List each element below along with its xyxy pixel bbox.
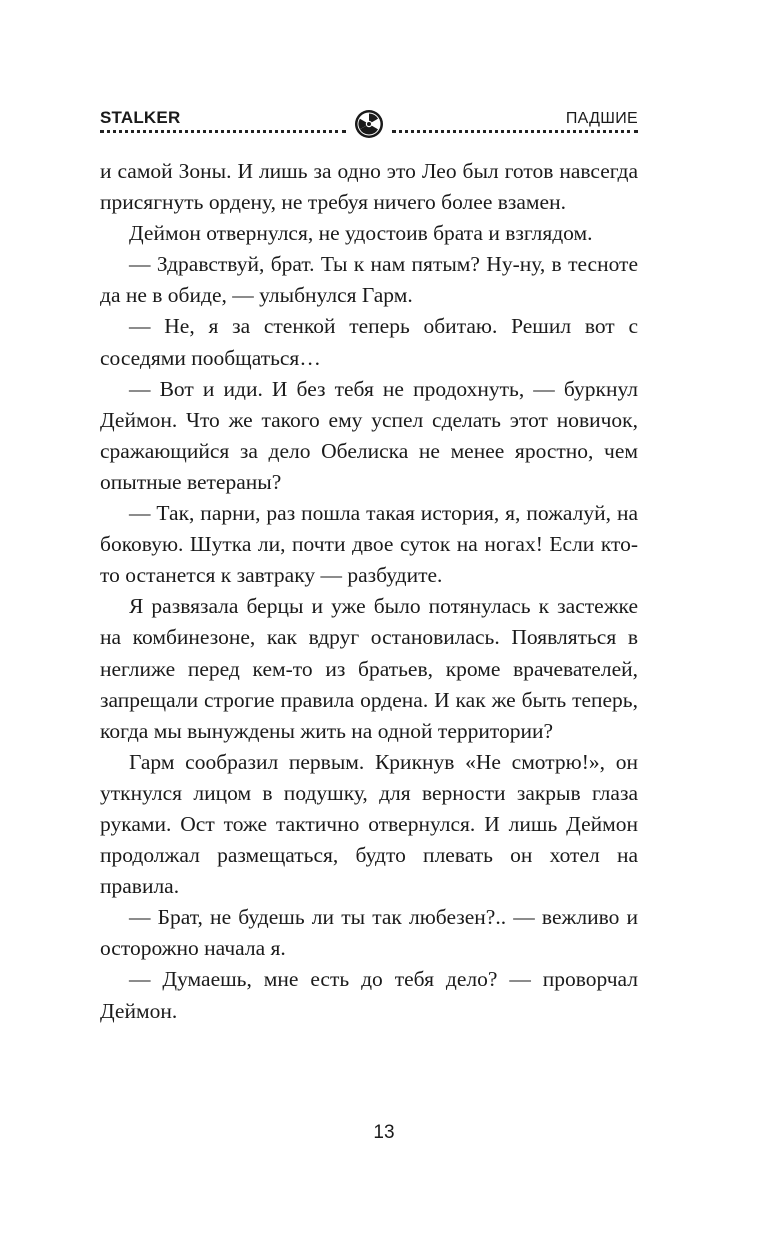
paragraph-6: — Так, парни, раз пошла такая история, я, пожалуй, на боковую. Шутка ли, почти двое суток на ногах! Если кто-то останется к завтраку — разбудите. (100, 501, 638, 588)
paragraph-2: Деймон отвернулся, не удостоив брата и взглядом. (129, 221, 593, 246)
paragraph-9: — Брат, не будешь ли ты так любезен?.. — вежливо и осторожно начала я. (100, 905, 638, 961)
paragraph-5: — Вот и иди. И без тебя не продохнуть, — буркнул Деймон. Что же такого ему успел сделать этот новичок, сражающийся за дело Обелиска не менее яростно, чем опытные ветераны? (100, 376, 638, 494)
paragraph-1: и самой Зоны. И лишь за одно это Лео был готов навсегда присягнуть ордену, не требуя ничего более взамен. (100, 159, 638, 215)
body-text (100, 156, 638, 1027)
radiation-icon (354, 109, 384, 139)
paragraph-3: — Здравствуй, брат. Ты к нам пятым? Ну-ну, в тесноте да не в обиде, — улыбнулся Гарм. (100, 252, 638, 308)
running-header (100, 104, 638, 140)
header-dotted-rule-right (392, 130, 638, 133)
paragraph-4: — Не, я за стенкой теперь обитаю. Решил вот с соседями пообщаться… (100, 314, 638, 370)
series-title: STALKER (100, 108, 181, 127)
paragraph-10: — Думаешь, мне есть до тебя дело? — проворчал Деймон. (100, 967, 638, 1023)
paragraph-7: Я развязала берцы и уже было потянулась к застежке на комбинезоне, как вдруг остановилась. Появляться в неглиже перед кем-то из братьев, кроме врачевателей, запрещали строгие правила ордена. И как же быть теперь, когда мы вынуждены жить на одной территории? (100, 594, 638, 743)
page-number: 13 (373, 1122, 395, 1143)
paragraph-8: Гарм сообразил первым. Крикнув «Не смотрю!», он уткнулся лицом в подушку, для верности закрыв глаза руками. Ост тоже тактично отвернулся. И лишь Деймон продолжал размещаться, будто плевать он хотел на правила. (100, 749, 638, 899)
header-dotted-rule-left (100, 130, 346, 133)
book-title: ПАДШИЕ (565, 110, 638, 127)
